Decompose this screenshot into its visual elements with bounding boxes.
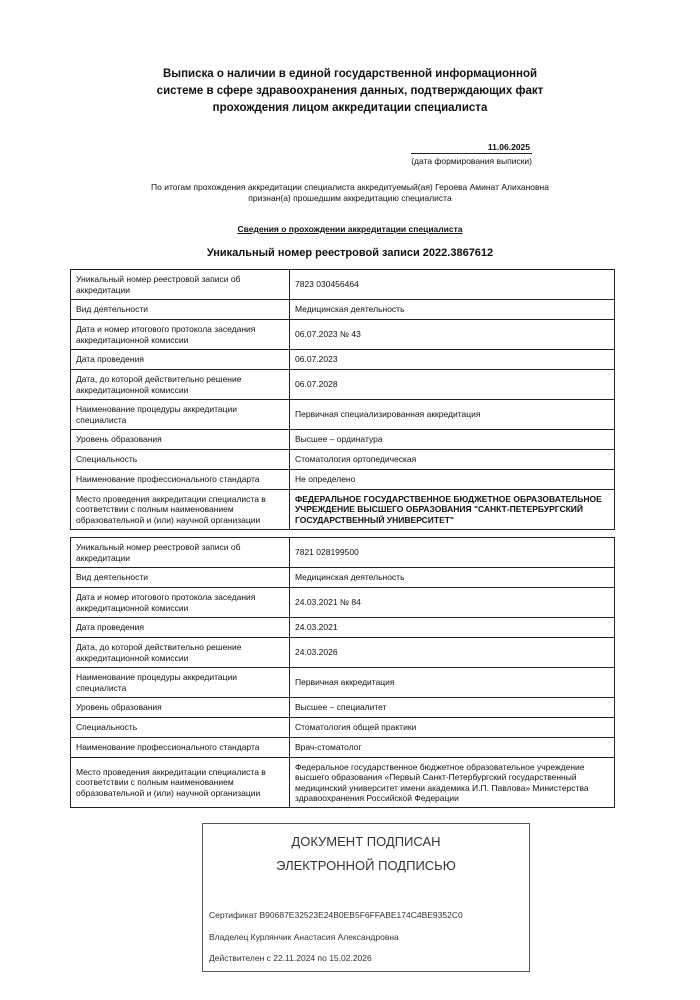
row-label: Наименование процедуры аккредитации специалиста xyxy=(71,400,290,430)
title-line: системе в сфере здравоохранения данных, подтверждающих факт xyxy=(156,85,544,97)
row-label: Уникальный номер реестровой записи об аккредитации xyxy=(71,538,290,568)
row-value: Стоматология ортопедическая xyxy=(290,450,615,470)
row-label: Место проведения аккредитации специалиста в соответствии с полным наименованием образовательной и (или) научной организации xyxy=(71,758,290,808)
row-label: Уникальный номер реестровой записи об аккредитации xyxy=(71,270,290,300)
table-row xyxy=(71,320,615,350)
table-row xyxy=(71,370,615,400)
row-label: Уровень образования xyxy=(71,430,290,450)
electronic-signature-stamp xyxy=(202,823,530,972)
table-row xyxy=(71,588,615,618)
table-row xyxy=(71,490,615,530)
formation-date xyxy=(411,142,532,166)
row-value: 24.03.2021 № 84 xyxy=(290,588,615,618)
table-row xyxy=(71,538,615,568)
row-value: 7823 030456464 xyxy=(290,270,615,300)
table-row xyxy=(71,738,615,758)
table-row xyxy=(71,270,615,300)
row-label: Наименование профессионального стандарта xyxy=(71,470,290,490)
table-row xyxy=(71,430,615,450)
table-row xyxy=(71,350,615,370)
row-value: 24.03.2021 xyxy=(290,618,615,638)
formation-date-caption: (дата формирования выписки) xyxy=(411,156,532,166)
row-label: Специальность xyxy=(71,718,290,738)
certificate-validity: Действителен с 22.11.2024 по 15.02.2026 xyxy=(209,953,372,963)
row-value: 06.07.2023 xyxy=(290,350,615,370)
result-line: По итогам прохождения аккредитации специалиста аккредитуемый(ая) Героева Аминат Алихановна xyxy=(151,182,549,192)
title-line: Выписка о наличии в единой государственной информационной xyxy=(162,68,538,80)
row-value: 24.03.2026 xyxy=(290,638,615,668)
title-line: прохождения лицом аккредитации специалиста xyxy=(212,102,488,114)
row-value: Не определено xyxy=(290,470,615,490)
section-heading: Сведения о прохождении аккредитации специалиста xyxy=(237,224,463,234)
accreditation-result xyxy=(0,182,700,204)
row-value: Первичная специализированная аккредитация xyxy=(290,400,615,430)
row-label: Дата, до которой действительно решение аккредитационной комиссии xyxy=(71,638,290,668)
table-row xyxy=(71,758,615,808)
row-value: Федеральное государственное бюджетное образовательное учреждение высшего образования «Первый Санкт-Петербургский государственный медицинский университет имени академика И.П. Павлова» Министерства здравоохранения Российской Федерации xyxy=(290,758,615,808)
accreditation-record-table xyxy=(70,269,615,530)
row-value: 06.07.2023 № 43 xyxy=(290,320,615,350)
certificate-number: Сертификат B90687E32523E24B0EB5F6FFABE174C4BE9352C0 xyxy=(209,910,463,920)
row-value: ФЕДЕРАЛЬНОЕ ГОСУДАРСТВЕННОЕ БЮДЖЕТНОЕ ОБРАЗОВАТЕЛЬНОЕ УЧРЕЖДЕНИЕ ВЫСШЕГО ОБРАЗОВАНИЯ "САНКТ-ПЕТЕРБУРГСКИЙ ГОСУДАРСТВЕННЫЙ УНИВЕРСИТЕТ" xyxy=(290,490,615,530)
table-row xyxy=(71,470,615,490)
table-row xyxy=(71,718,615,738)
row-label: Место проведения аккредитации специалиста в соответствии с полным наименованием образовательной и (или) научной организации xyxy=(71,490,290,530)
unique-registry-number: Уникальный номер реестровой записи 2022.3867612 xyxy=(206,247,494,259)
table-row xyxy=(71,668,615,698)
row-label: Наименование профессионального стандарта xyxy=(71,738,290,758)
row-label: Специальность xyxy=(71,450,290,470)
row-label: Вид деятельности xyxy=(71,568,290,588)
row-label: Дата проведения xyxy=(71,350,290,370)
row-label: Наименование процедуры аккредитации специалиста xyxy=(71,668,290,698)
row-value: Стоматология общей практики xyxy=(290,718,615,738)
row-value: 7821 028199500 xyxy=(290,538,615,568)
document-title xyxy=(0,66,700,117)
row-label: Дата, до которой действительно решение аккредитационной комиссии xyxy=(71,370,290,400)
row-label: Вид деятельности xyxy=(71,300,290,320)
table-row xyxy=(71,300,615,320)
row-label: Дата проведения xyxy=(71,618,290,638)
table-row xyxy=(71,450,615,470)
row-label: Дата и номер итогового протокола заседания аккредитационной комиссии xyxy=(71,588,290,618)
table-row xyxy=(71,638,615,668)
table-row xyxy=(71,400,615,430)
row-value: Высшее – специалитет xyxy=(290,698,615,718)
row-value: Врач-стоматолог xyxy=(290,738,615,758)
stamp-subheading: ЭЛЕКТРОННОЙ ПОДПИСЬЮ xyxy=(276,858,456,873)
row-label: Дата и номер итогового протокола заседания аккредитационной комиссии xyxy=(71,320,290,350)
row-value: Высшее – ординатура xyxy=(290,430,615,450)
table-row xyxy=(71,568,615,588)
row-value: Медицинская деятельность xyxy=(290,300,615,320)
table-row xyxy=(71,618,615,638)
table-row xyxy=(71,698,615,718)
stamp-heading: ДОКУМЕНТ ПОДПИСАН xyxy=(291,834,441,849)
certificate-owner: Владелец Курлянчик Анастасия Александровна xyxy=(209,932,399,942)
accreditation-record-table xyxy=(70,537,615,808)
row-value: 06.07.2028 xyxy=(290,370,615,400)
row-value: Медицинская деятельность xyxy=(290,568,615,588)
formation-date-value: 11.06.2025 xyxy=(411,142,532,154)
result-line: признан(а) прошедшим аккредитацию специалиста xyxy=(248,193,452,203)
row-label: Уровень образования xyxy=(71,698,290,718)
row-value: Первичная аккредитация xyxy=(290,668,615,698)
